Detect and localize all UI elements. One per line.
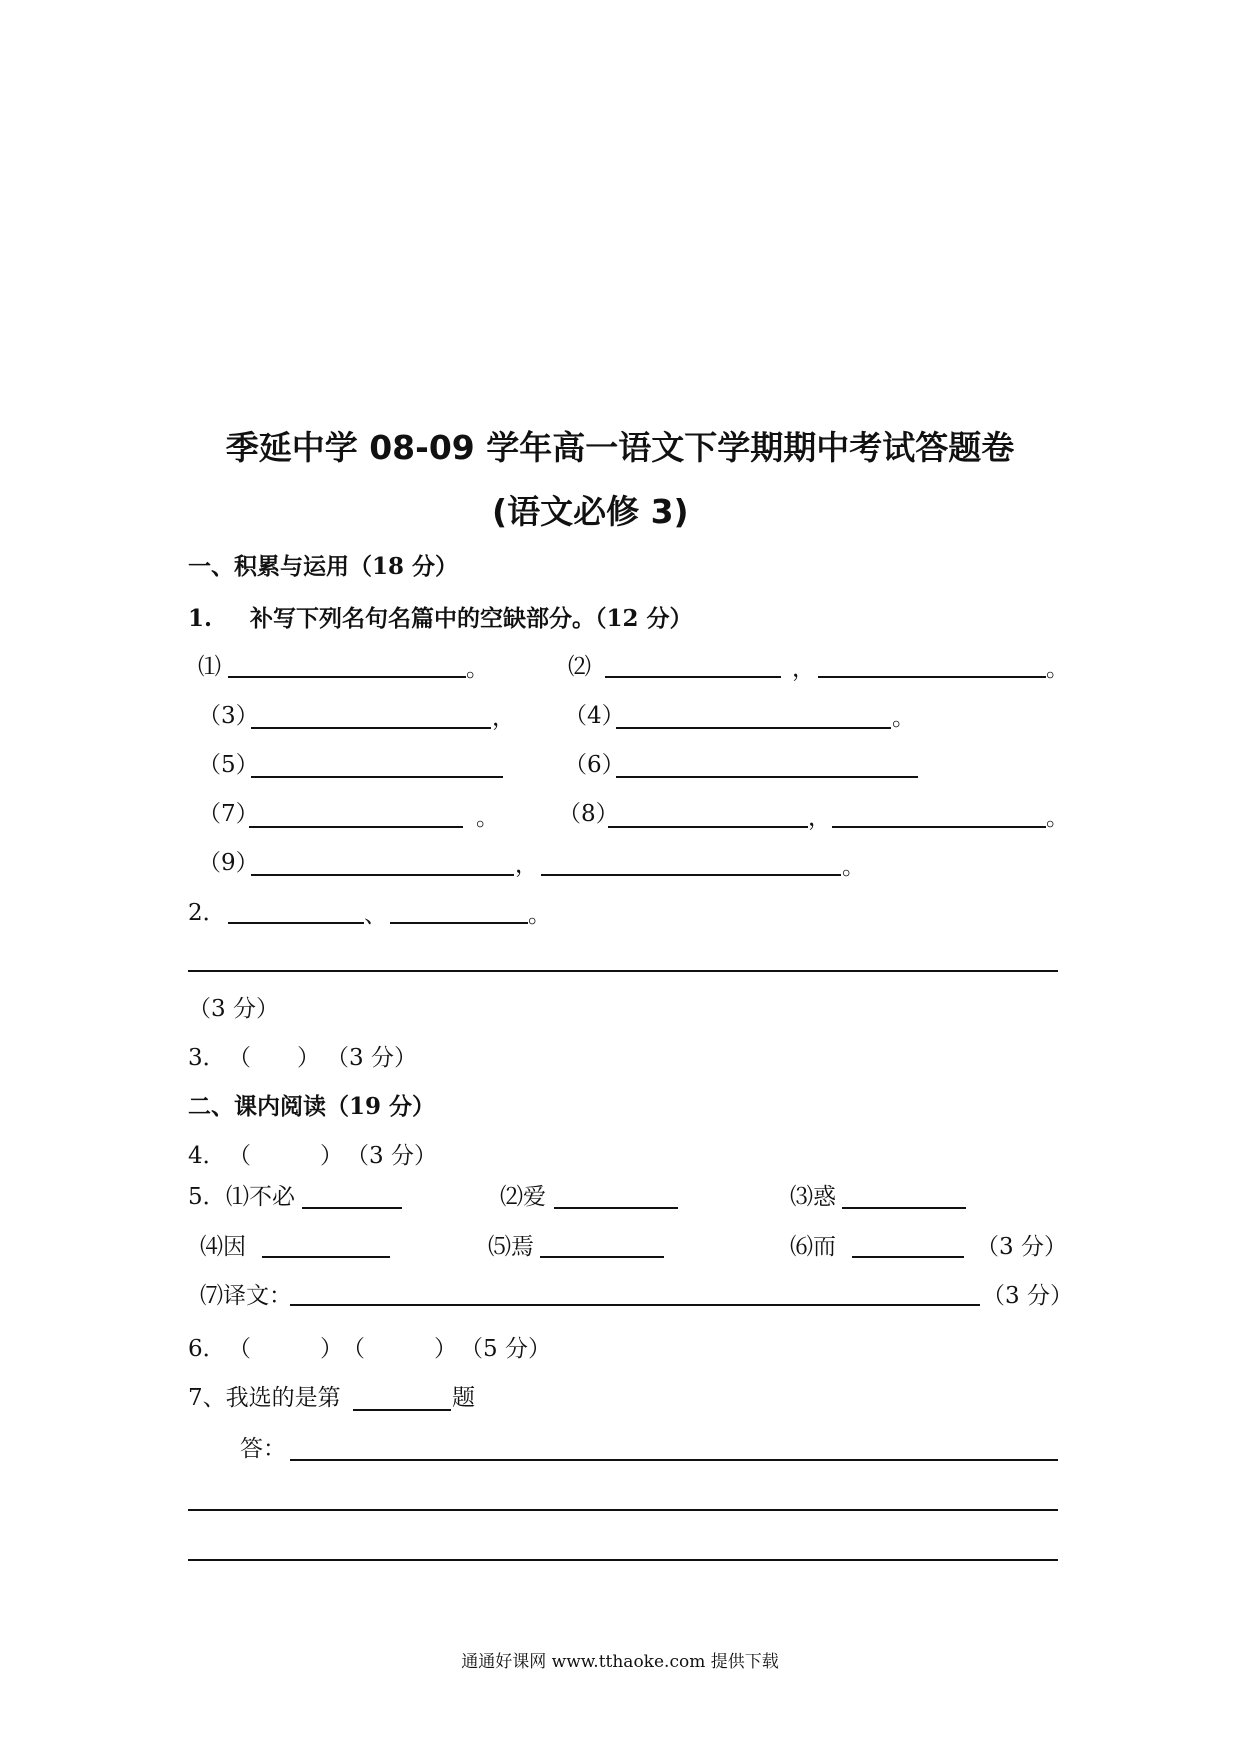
q5-item-7: ⑺译文： (200, 1283, 292, 1309)
q7-answer-line-2[interactable] (188, 1509, 1058, 1511)
blank-4-end: 。 (892, 705, 915, 731)
q7-answer-line-1[interactable] (290, 1459, 1058, 1461)
blank-2-num: ⑵ (568, 654, 591, 680)
blank-8-mid: ， (808, 805, 831, 831)
q7-end: 题 (452, 1385, 475, 1411)
blank-7-num: （7） (198, 801, 259, 827)
q5-item-4-blank[interactable] (262, 1256, 390, 1258)
q7-label: 7、我选的是第 (188, 1385, 341, 1411)
q3-label: 3． (188, 1045, 226, 1071)
blank-2-end: 。 (1046, 656, 1069, 682)
q4-score: （3 分） (346, 1143, 437, 1169)
page-subtitle: (语文必修 3) (492, 492, 689, 531)
q5-item-5: ⑸焉 (488, 1234, 534, 1260)
q5-item-1-blank[interactable] (302, 1207, 402, 1209)
q5-item-1: ⑴不必 (226, 1184, 295, 1210)
q2-answer-line[interactable] (188, 970, 1058, 972)
blank-8-end: 。 (1046, 805, 1069, 831)
page-title: 季延中学 08-09 学年高一语文下学期期中考试答题卷 (225, 428, 1015, 467)
q7-choice-blank[interactable] (353, 1409, 451, 1411)
q3-paren[interactable]: （ ） (228, 1045, 320, 1071)
blank-3-end: ， (492, 705, 515, 731)
blank-8a-line[interactable] (608, 826, 808, 828)
blank-9-end: 。 (842, 854, 865, 880)
q5-item-5-blank[interactable] (540, 1256, 664, 1258)
section-2-heading: 二、课内阅读（19 分） (188, 1093, 436, 1120)
q5-score: （3 分） (976, 1234, 1067, 1260)
q6-label: 6． (188, 1336, 226, 1362)
q5-item-4: ⑷因 (200, 1234, 246, 1260)
q3-score: （3 分） (326, 1045, 417, 1071)
blank-9-mid: ， (515, 852, 538, 878)
blank-4-line[interactable] (616, 727, 891, 729)
blank-6-line[interactable] (616, 776, 918, 778)
q5-item-3-blank[interactable] (842, 1207, 966, 1209)
q5-translation-line[interactable] (290, 1304, 980, 1306)
q5-item-2-blank[interactable] (554, 1207, 678, 1209)
blank-9b-line[interactable] (541, 874, 841, 876)
q2-label: 2． (188, 900, 226, 926)
blank-7-end: 。 (476, 805, 499, 831)
q2-score: （3 分） (188, 996, 279, 1022)
footer-text: 通通好课网 www.tthaoke.com 提供下载 (461, 1652, 779, 1672)
q2-sep: 、 (364, 902, 387, 928)
q2-end: 。 (528, 902, 551, 928)
q5-label: 5． (188, 1184, 226, 1210)
blank-3-num: （3） (198, 703, 259, 729)
blank-9-num: （9） (198, 850, 259, 876)
blank-1-num: ⑴ (198, 654, 221, 680)
blank-8b-line[interactable] (832, 826, 1046, 828)
q1-text: 补写下列名句名篇中的空缺部分。（12 分） (250, 605, 693, 632)
blank-6-num: （6） (564, 752, 625, 778)
blank-3-line[interactable] (251, 727, 491, 729)
q2-blank-1[interactable] (228, 922, 364, 924)
q7-answer-line-3[interactable] (188, 1559, 1058, 1561)
q5-item-2: ⑵爱 (500, 1184, 546, 1210)
q5-item-6-blank[interactable] (852, 1256, 964, 1258)
q5-item-6: ⑹而 (790, 1234, 836, 1260)
q4-paren[interactable]: （ ） (228, 1143, 343, 1169)
q6-score: （5 分） (460, 1336, 551, 1362)
blank-2b-line[interactable] (818, 676, 1046, 678)
q6-paren-2[interactable]: （ ） (342, 1336, 457, 1362)
section-1-heading: 一、积累与运用（18 分） (188, 553, 459, 580)
blank-8-num: （8） (558, 801, 619, 827)
blank-2-mid: ， (792, 656, 815, 682)
q7-answer-label: 答： (240, 1436, 286, 1462)
blank-1-end: 。 (466, 656, 489, 682)
blank-1-line[interactable] (228, 676, 466, 678)
q2-blank-2[interactable] (390, 922, 528, 924)
blank-4-num: （4） (564, 703, 625, 729)
blank-5-line[interactable] (251, 776, 503, 778)
blank-5-num: （5） (198, 752, 259, 778)
q4-label: 4． (188, 1143, 226, 1169)
blank-7-line[interactable] (249, 826, 463, 828)
blank-9a-line[interactable] (251, 874, 514, 876)
blank-2a-line[interactable] (605, 676, 781, 678)
q5-item-3: ⑶惑 (790, 1184, 836, 1210)
q6-paren-1[interactable]: （ ） (228, 1336, 343, 1362)
q5-score-7: （3 分） (982, 1283, 1073, 1309)
q1-label: 1. (188, 605, 213, 632)
